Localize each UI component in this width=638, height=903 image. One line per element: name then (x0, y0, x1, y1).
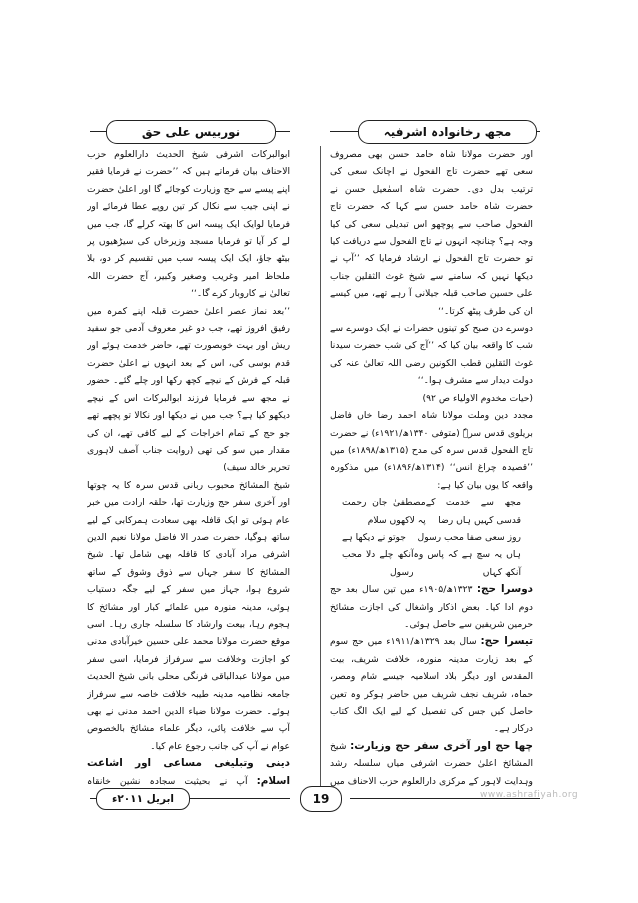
paragraph-text: سال بعد ۱۳۲۹ھ/۱۹۱۱ء میں حج سوم کے بعد زیارت مدینہ منورہ، خلافت شریف، بیت المقدس اور دیگر بلاد اسلامیہ جیسے شام ومصر، حماہ، شریف نجف شریف میں حاضر ہوکر وہ تعین حاصل کیں جس کی تفصیل کے لیے ایک الگ کتاب درکار ہے۔ (330, 636, 533, 735)
issue-date: ابریل ۲۰۱۱ء (111, 793, 175, 805)
header-right-title: مجھ رخانوادہ اشرفیہ (358, 120, 537, 144)
subheading: دوسرا حج: (476, 583, 533, 596)
subheading: تیسرا حج: (480, 635, 533, 648)
verse: ہاں یہ سچ ہے کہ پاس وہ آنکھ کہاں (413, 549, 521, 578)
paragraph: شیخ المشائخ محبوب ربانی قدس سرہ کا یہ چوتھا اور آخری سفر حج وزیارت تھا، حلقہ ارادت میں خبر عام ہوئی تو ایک قافلہ بھی سعادت ہمرکابی کے لیے ساتھ ہوگیا، حضرت صدر الا فاضل مولانا نعیم الدین اشرفی مراد آبادی کا قافلہ بھی شامل تھا۔ شیخ المشائخ کا سفر جہاں سے ذوق وشوق کے ساتھ شروع ہوا، جہاز میں سفر کے لیے جگہ دستیاب ہوئی، مدینہ منورہ میں علمائے کبار اور مشائخ کا ہجوم رہا، بیعت وارشاد کا سلسلہ جاری رہا۔ اسی موقع حضرت مولانا محمد علی حسین خیرآبادی مدنی کو اجازت وخلافت سے سرفراز فرمایا، اسی سفر میں مولانا عبدالباقی فرنگی محلی بانی شیخ الحدیث جامعہ نظامیہ مدینہ طیبہ خلافت خاصہ سے سرفراز ہوئے۔ حضرت مولانا ضیاء الدین احمد مدنی نے بھی آپ سے خلافت پائی، دیگر علماء مشائخ بالخصوص عوام نے آپ کی جانب رجوع عام کیا۔ (87, 479, 290, 752)
page-number: 19 (300, 786, 342, 812)
paragraph: دوسرے دن صبح کو تینوں حضرات نے ایک دوسرے سے شب کا واقعہ بیان کیا کہ ’’آج کی شب حضرت سیدنا غوث الثقلین قطب الکونین رضی اللہ تعالیٰ عنہ کی دولت دیدار سے مشرف ہوا۔‘‘ (330, 323, 533, 387)
paragraph: مجدد دین وملت مولانا شاہ احمد رضا خاں فاضل بریلوی قدس سرہٗ (متوفی ۱۳۴۰ھ/۱۹۲۱ء) نے حضرت تاج الفحول قدس سرہ کی مدح (۱۳۱۵ھ/۱۸۹۸ء) میں ’’قصیدہ چراغ انس‘‘ (۱۳۱۴ھ/۱۸۹۶ء) میں مذکورہ واقعہ کا یوں بیان کیا ہے: (330, 410, 533, 491)
subheading: دینی وتبلیغی مساعی اور اشاعت اسلام: (87, 757, 290, 787)
header-left-title: نوربیس علی حق (106, 120, 276, 144)
issue-date-badge (96, 788, 190, 810)
paragraph (330, 738, 533, 791)
paragraph-text: شیخ المشائخ اعلیٰ حضرت اشرفی میاں سلسلہ رشد وہدایت لاہور کے مرکزی دارالعلوم حزب الاحناف میں (330, 740, 533, 787)
verse: جوتو نے دیکھا ہے (342, 531, 406, 543)
paragraph: ’’بعد نماز عصر اعلیٰ حضرت قبلہ اپنے کمرہ میں رفیق افروز تھے، جب دو غیر معروف آدمی جو سفید ریش اور بہت خوبصورت تھے، حاضر خدمت ہوئے اور قدم بوسی کی، اس کے بعد انہوں نے اعلیٰ حضرت قبلہ کے فرش کے نیچے کچھ رکھا اور چلے گئے۔ حضور نے مجھ سے فرمایا فرزند ابوالبرکات اس کے نیچے دیکھو کیا ہے؟ جب میں نے دیکھا اور نکالا تو پچھے تھے جو حج کے تمام اخراجات کے لیے کافی تھے، ان کی مقدار میں سو کی تھی (روایت جناب آصف لاہوری تحریر خالد سیف) (87, 305, 290, 474)
verse: مصطفیٰ جان رحمت پہ لاکھوں سلام (342, 497, 426, 526)
paragraph-text: آپ نے بحیثیت سجادہ نشین خانقاہ (87, 775, 248, 787)
poem-line (342, 546, 521, 581)
poem (330, 494, 533, 581)
paragraph: ابوالبرکات اشرفی شیخ الحدیث دارالعلوم حزب الاحناف بیان فرماتے ہیں کہ ’’حضرت نے فرمایا فقیر اپنے پیسے سے حج وزیارت کوجائے گا اور اعلیٰ حضرت نے اپنی جیب سے نکال کر تین روپے عطا فرمائے اور فرمایا لوایک ایک پیسہ اس کا بھتہ کرلے گا، جب میں لے کر آیا تو فرمایا مسجد وزیرخاں کی سیڑھیوں پر بیٹھ جاؤ، ایک ایک پیسہ سب میں تقسیم کر دو، بلا ملحاظ امیر وغریب وصغیر وکبیر، آج حضرت اللہ تعالیٰ نے کاروبار کرے گا۔‘‘ (87, 149, 290, 300)
left-column (87, 146, 290, 791)
paragraph (330, 581, 533, 633)
column-divider (320, 146, 321, 791)
poem-line (342, 494, 521, 529)
poem-line (342, 529, 521, 546)
paragraph (330, 633, 533, 737)
right-column (330, 146, 533, 791)
verse: آنکھ چلے دلا محب رسول (342, 549, 414, 578)
paragraph: اور حضرت مولانا شاہ حامد حسن بھی مصروف سعی تھے حضرت تاج الفحول نے اچانک سعی کی ترتیب بدل دی۔ حضرت شاہ اسمٰعیل حسن نے حضرت شاہ حامد حسن سے کہا کہ حضرت تاج الفحول صاحب سے پوچھو اس تبدیلی سعی کی کیا وجہ ہے؟ چنانچہ انہوں نے تاج الفحول سے دریافت کیا تو حضرت تاج الفحول نے ارشاد فرمایا کہ ’’آپ نے دیکھا نہیں کہ سامنے سے شیخ غوث الثقلین جناب علی حسین صاحب قبلہ جیلانی آ رہے تھے، میں کیسے ان کی طرف پیٹھ کرتا۔‘‘ (330, 149, 533, 317)
paragraph-text: ۱۳۲۳ھ/۱۹۰۵ء میں تین سال بعد حج دوم ادا کیا۔ بعض اذکار واشغال کی اجازت مشائخ حرمین شریفین سے حاصل ہوئی۔ (330, 584, 533, 630)
verse: مجھ سے خدمت کے قدسی کہیں ہاں رضا (425, 497, 521, 526)
citation: (حیات مخدوم الاولیاء ص ۹۲) (422, 392, 533, 404)
verse: روز سعی صفا محب رسول (417, 531, 521, 543)
paragraph (87, 755, 290, 791)
subheading: چھا حج اور آخری سفر حج وزیارت: (350, 739, 533, 752)
watermark: www.ashrafiyah.org (480, 790, 579, 800)
